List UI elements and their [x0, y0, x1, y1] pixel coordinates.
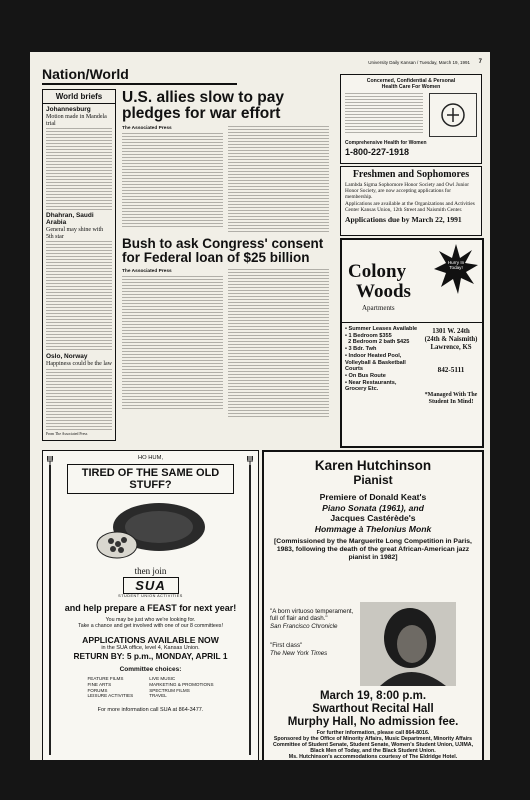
story-allies-text-col2	[228, 126, 329, 234]
food-illustration	[91, 499, 211, 563]
brief-place: Oslo, Norway	[46, 353, 88, 361]
fork-icon	[247, 455, 253, 467]
section-rule	[42, 83, 237, 85]
recital-venue: Swarthout Recital Hall	[312, 703, 434, 716]
story-allies-text	[122, 133, 223, 228]
colony-name2: Woods	[356, 281, 411, 302]
commission-note: [Commissioned by the Marguerite Long Competition in Paris, 1983, following the death of the great African-American jazz pianist in 1982]	[274, 537, 472, 562]
pianist-name: Karen Hutchinson	[314, 458, 432, 473]
clinic-ad	[340, 74, 482, 164]
quote2: "First class"	[270, 642, 303, 650]
recital-footer	[268, 730, 478, 760]
portrait-icon	[360, 602, 456, 686]
pianist-photo	[360, 602, 456, 686]
story-loan-text-col2	[228, 269, 329, 417]
sua-committees-title: Committee choices:	[119, 666, 182, 674]
colony-feature: 2 Bedroom 2 bath $425	[348, 339, 410, 346]
colony-feature: • On Bus Route	[345, 372, 386, 379]
pianist-role: Pianist	[353, 473, 393, 487]
press-quotes	[270, 608, 356, 657]
colony-feature: • 3 Bdr. Twh	[345, 346, 377, 353]
clinic-phone: 1-800-227-1918	[345, 147, 410, 157]
brief-place: Johannesburg	[46, 106, 91, 113]
colony-feature: • Summer Leases Available	[345, 326, 418, 332]
page-number: 7	[478, 59, 482, 65]
story-loan-byline: The Associated Press	[122, 268, 172, 274]
brief-text	[46, 369, 112, 431]
brief-text	[46, 128, 112, 210]
sua-logo: SUA	[123, 577, 179, 594]
recital-sponsor: Sponsored by the Office of Minority Affairs, Music Department, Minority Affairs Committee of Student Senate, Student Senate, Women's Student Union, UJIMA, Black Men of Today, and the Black Student Union.	[272, 736, 474, 755]
story-loan-headline: Bush to ask Congress' consent for Federal loan of $25 billion	[122, 236, 324, 265]
program-line2: Piano Sonata (1961), and	[322, 502, 424, 513]
sua-sub1: You may be just who we're looking for.	[105, 617, 196, 624]
recital-details	[264, 690, 482, 730]
dateline: University Daily Kansan / Tuesday, March 19, 1991	[368, 60, 470, 65]
colony-feature: • Indoor Heated Pool, Volleyball & Basketball Courts	[345, 352, 406, 373]
sua-info: For more information call SUA at 864-3477.	[97, 707, 204, 714]
brief-head: Happiness could be the law	[46, 361, 112, 368]
lambda-sigma-ad	[340, 166, 482, 236]
committee-item: SPECTRUM FILMS	[149, 687, 190, 693]
recital-date: March 19, 8:00 p.m.	[319, 690, 427, 702]
colony-divider	[342, 322, 482, 323]
sua-hohum: HO HUM,	[137, 455, 164, 461]
story-allies	[122, 90, 330, 234]
quote1: "A born virtuoso temperament, full of flair and dash."	[270, 608, 354, 623]
colony-name1: Colony	[348, 261, 407, 282]
colony-address: 1301 W. 24th (24th & Naismith) Lawrence, KS	[424, 328, 478, 352]
committee-item: LEISURE ACTIVITIES	[87, 693, 134, 699]
brief-head: Motion made in Mandela trial	[46, 114, 107, 127]
sua-sub2: Take a chance and get involved with one of our 8 committees!	[78, 623, 223, 630]
recital-hall: Murphy Hall, No admission fee.	[287, 716, 459, 729]
briefs-title: World briefs	[43, 90, 115, 104]
story-loan-text	[122, 276, 223, 411]
sua-logo-caption: STUDENT UNION ACTIVITIES	[118, 594, 183, 599]
sua-return: RETURN BY: 5 p.m., MONDAY, APRIL 1	[73, 651, 228, 662]
colony-feature: • 1 Bedroom $355	[345, 332, 392, 339]
colony-feature: • Near Restaurants, Grocery Etc.	[345, 379, 397, 393]
clinic-logo	[429, 93, 477, 137]
fork-icon	[47, 455, 53, 467]
clinic-line1: Concerned, Confidential & Personal	[366, 78, 456, 84]
recital-ad	[262, 450, 484, 760]
sua-avail: APPLICATIONS AVAILABLE NOW	[82, 635, 219, 646]
lambda-due: Applications due by March 22, 1991	[345, 215, 462, 225]
hurry-text: Hurry In Today!	[447, 260, 465, 270]
colony-sub: Apartments	[362, 304, 395, 312]
sua-where: in the SUA office, level 4, Kansas Union.	[101, 645, 200, 652]
colony-phone: 842-5111	[437, 366, 465, 374]
story-allies-byline: The Associated Press	[122, 125, 172, 131]
committee-item: FEATURE FILMS	[87, 676, 124, 682]
lambda-body2: Applications are available at the Organizations and Activities Center Kansas Union, 12th Street and Naismith Center.	[345, 201, 475, 214]
story-loan	[122, 237, 330, 417]
committee-item: FORUMS	[87, 687, 108, 693]
sua-headline: TIRED OF THE SAME OLD STUFF?	[67, 464, 234, 494]
colony-tagline: *Managed With The Student In Mind!	[424, 392, 478, 406]
lambda-title: Freshmen and Sophomores	[352, 169, 470, 180]
sua-committees	[43, 676, 258, 699]
committee-item: LIVE MUSIC	[149, 676, 176, 682]
colony-features	[345, 326, 419, 393]
quote2-source: The New York Times	[270, 649, 328, 657]
colony-woods-ad	[340, 238, 484, 448]
lambda-body: Lambda Sigma Sophomore Honor Society and Owl Junior Honor Society, are now accepting applications for membership.	[345, 182, 470, 201]
fork-border-right	[249, 465, 251, 755]
committee-item: MARKETING & PROMOTIONS	[149, 681, 214, 687]
section-title: Nation/World	[42, 66, 129, 82]
story-allies-headline: U.S. allies slow to pay pledges for war effort	[122, 89, 284, 122]
food-plate-icon	[91, 499, 211, 563]
brief-place: Dhahran, Saudi Arabia	[46, 212, 94, 227]
program-line4: Hommage à Thelonius Monk	[314, 524, 432, 535]
program-line1: Premiere of Donald Keat's	[319, 492, 427, 502]
recital-info: For further information, please call 864-8016.	[316, 730, 430, 736]
recital-program	[264, 492, 482, 535]
world-briefs	[42, 89, 116, 441]
committee-item: FINE ARTS	[87, 681, 112, 687]
recital-courtesy: Ms. Hutchinson's accommodations courtesy of The Eldridge Hotel.	[288, 754, 458, 760]
sua-ad	[42, 450, 259, 760]
fork-border-left	[49, 465, 51, 755]
newspaper-page	[30, 52, 490, 760]
quote1-source: San Francisco Chronicle	[270, 622, 338, 630]
clinic-services-list	[345, 93, 423, 135]
hurry-burst	[434, 244, 478, 294]
clinic-logo-icon	[439, 101, 467, 129]
clinic-line2: Health Care For Women	[381, 84, 441, 90]
brief-text	[46, 241, 112, 351]
committee-item: TRAVEL	[149, 693, 167, 699]
sua-join: then join	[134, 566, 167, 577]
briefs-credit: From The Associated Press	[46, 431, 88, 436]
sua-pitch: and help prepare a FEAST for next year!	[64, 603, 237, 614]
program-line3: Jacques Castérède's	[330, 513, 416, 524]
clinic-name: Comprehensive Health for Women	[345, 140, 427, 146]
brief-head: General may shine with 5th star	[46, 227, 104, 240]
